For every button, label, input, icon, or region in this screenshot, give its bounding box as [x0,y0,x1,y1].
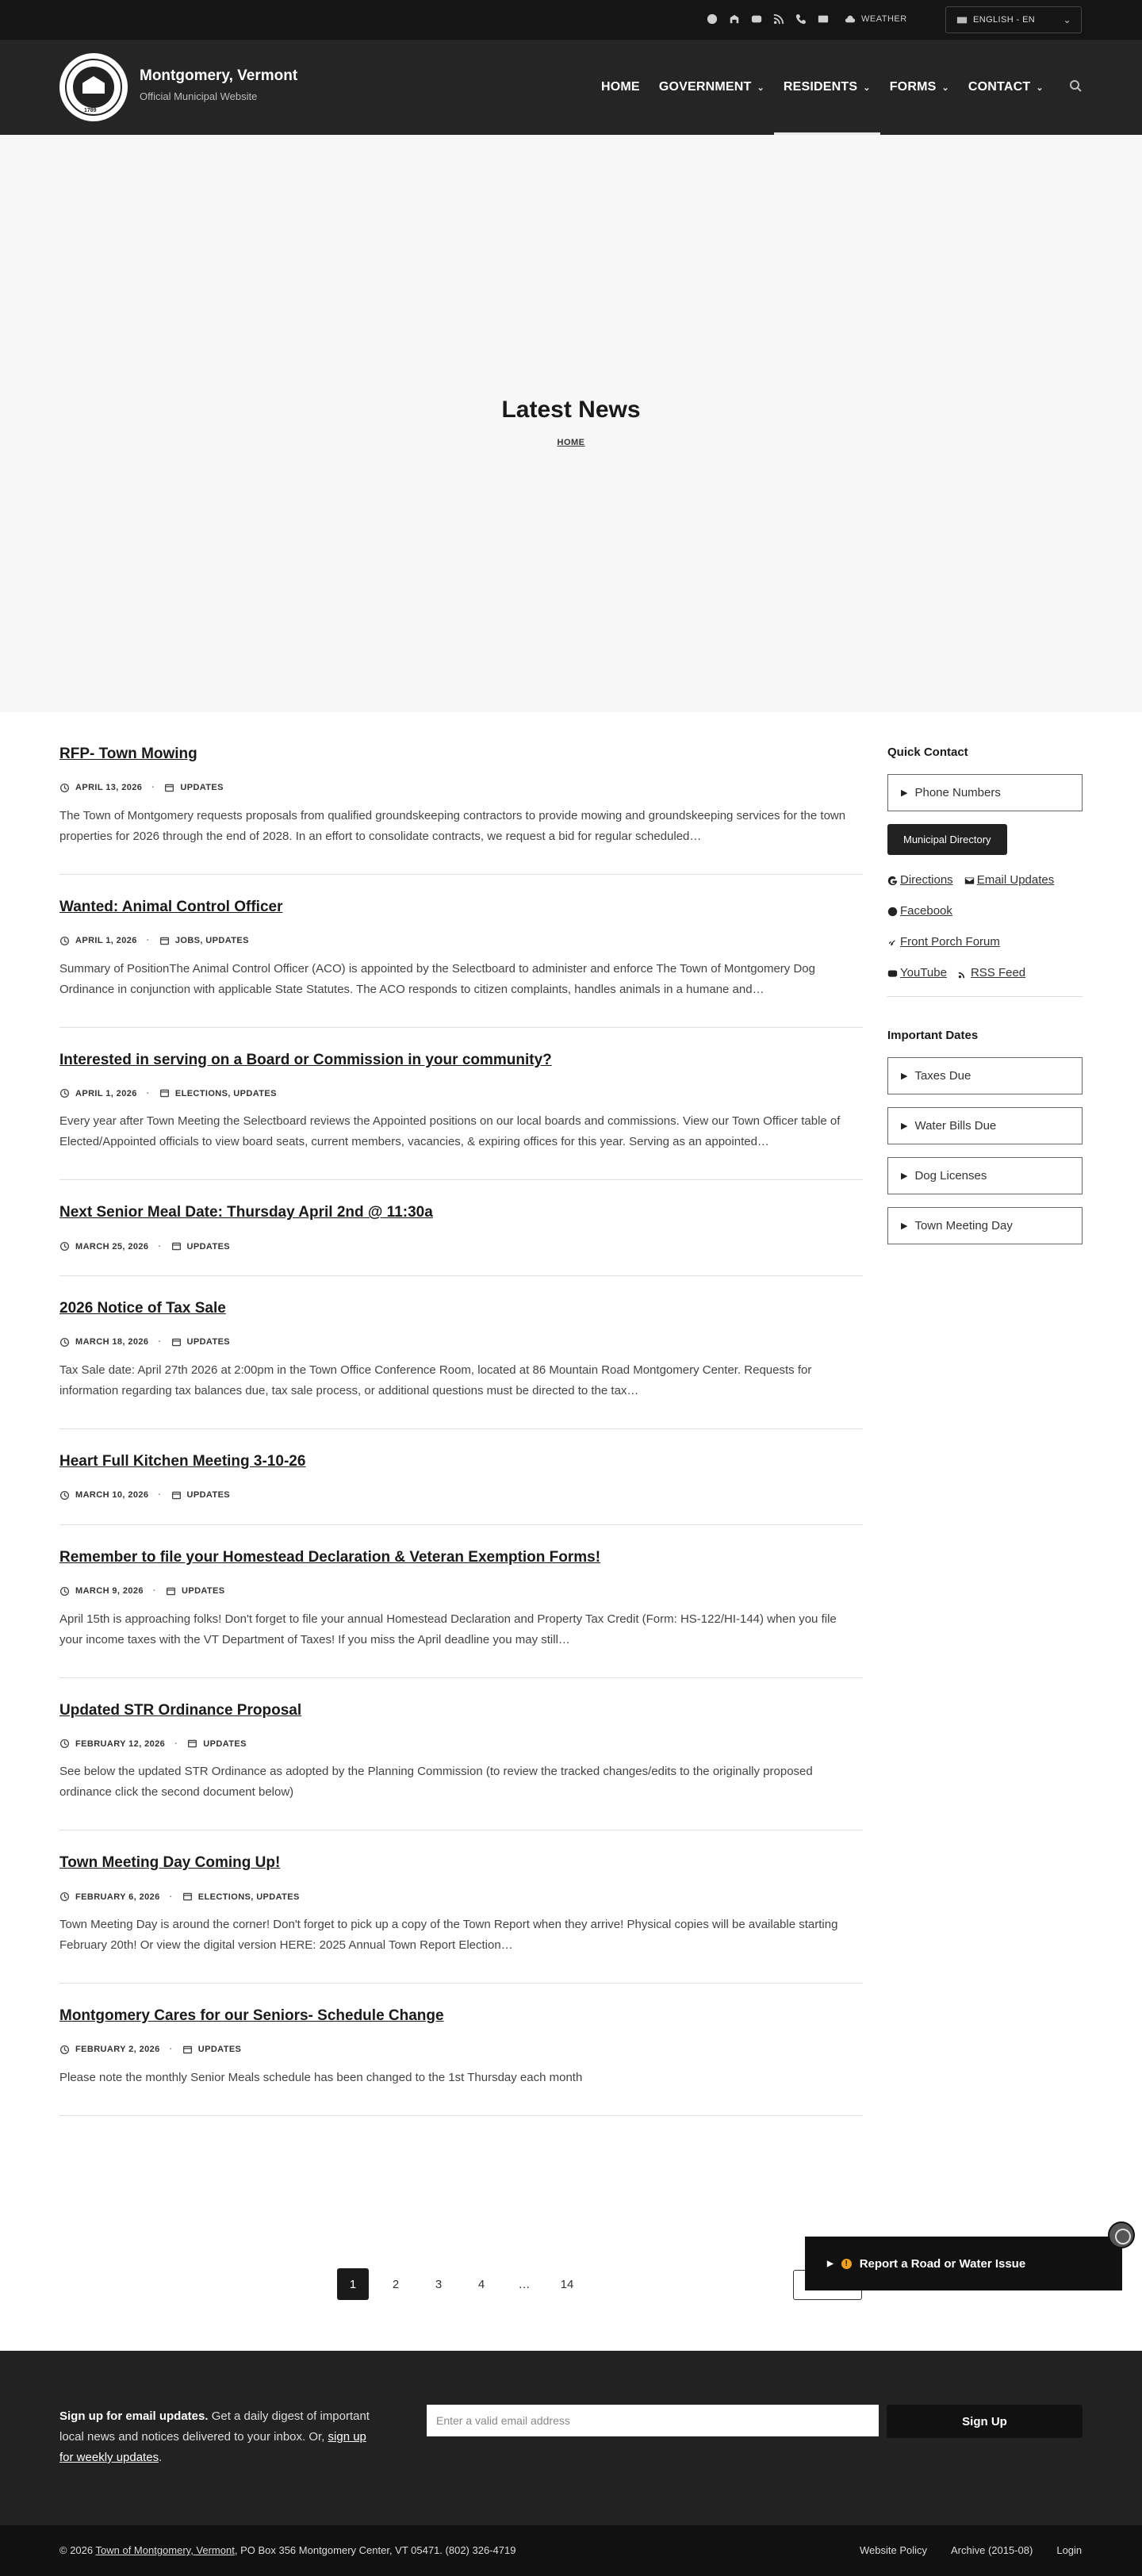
town-seal-logo[interactable] [59,53,128,121]
post-title[interactable]: RFP- Town Mowing [59,746,197,762]
post-meta: MARCH 9, 2026 · UPDATES [59,1586,863,1597]
clock-icon [59,1490,70,1501]
post-meta: MARCH 10, 2026 · UPDATES [59,1490,863,1501]
post-categories[interactable]: UPDATES [203,1738,247,1749]
clock-icon [59,1337,70,1347]
post-meta: FEBRUARY 12, 2026 · UPDATES [59,1738,863,1749]
post-meta: MARCH 18, 2026 · UPDATES [59,1337,863,1347]
phone-numbers-accordion[interactable]: ▶ Phone Numbers [887,774,1083,811]
page-4[interactable]: 4 [477,2277,485,2291]
post-meta: FEBRUARY 2, 2026 · UPDATES [59,2045,863,2055]
post-title[interactable]: Remember to file your Homestead Declaration & Veteran Exemption Forms! [59,1548,601,1566]
sign-up-button[interactable]: Sign Up [887,2405,1083,2438]
facebook-link[interactable]: Facebook [887,903,952,919]
chevron-down-icon: ⌄ [1063,14,1071,25]
clock-icon [59,1892,70,1902]
clock-icon [59,1586,70,1597]
language-label: ENGLISH - EN [973,15,1036,25]
important-dates-title: Important Dates [887,1029,979,1042]
pagination [337,2268,583,2300]
post-meta: APRIL 1, 2026 · ELECTIONS, UPDATES [59,1088,863,1098]
post-title[interactable]: Interested in serving on a Board or Commission in your community? [59,1051,552,1068]
login-link[interactable]: Login [1056,2544,1083,2556]
post-title[interactable]: Updated STR Ordinance Proposal [59,1701,302,1719]
municipal-directory-button[interactable]: Municipal Directory [887,824,1007,855]
facebook-icon[interactable] [706,13,719,25]
list-item [59,1549,863,1678]
page-1[interactable]: 1 [337,2268,369,2300]
post-title[interactable]: Town Meeting Day Coming Up! [59,1854,281,1872]
post-categories[interactable]: UPDATES [180,783,224,793]
post-date: MARCH 10, 2026 [75,1490,149,1501]
nav-forms[interactable]: FORMS ⌄ [889,80,949,94]
list-item [59,1854,863,1984]
post-excerpt: Town Meeting Day is around the corner! Don't forget to pick up a copy of the Town Report when they arrive! Physical copies will be available starting February 20th! Or view the digital version HERE: 2025 Annual Town Report Election… [59,1918,838,1953]
top-bar [0,0,1142,40]
rss-feed-link[interactable]: RSS Feed [958,965,1025,981]
post-categories[interactable]: UPDATES [181,1586,225,1597]
post-date: FEBRUARY 2, 2026 [75,2045,160,2055]
youtube-icon[interactable] [750,13,763,25]
report-issue-button[interactable] [805,2237,1122,2290]
site-footer [0,2525,1142,2576]
clock-icon [59,1738,70,1749]
post-meta: MARCH 25, 2026 · UPDATES [59,1241,863,1252]
page-ellipsis: … [518,2277,531,2291]
link-icon [887,937,898,948]
page-3[interactable]: 3 [435,2277,443,2291]
copyright: © 2026 Town of Montgomery, Vermont, PO Box 356 Montgomery Center, VT 05471. (802) 326-4719 [59,2544,516,2556]
post-categories[interactable]: ELECTIONS, UPDATES [197,1892,300,1902]
footer-links [860,2544,1082,2556]
phone-icon[interactable] [795,13,807,25]
email-icon [964,876,975,886]
chevron-down-icon: ⌄ [757,82,765,93]
email-input[interactable] [427,2405,879,2436]
list-item [59,1453,863,1525]
front-porch-forum-link[interactable]: Front Porch Forum [887,934,1000,950]
facebook-icon [887,907,898,917]
folder-icon [166,1586,176,1597]
post-date: APRIL 1, 2026 [75,936,137,946]
search-icon[interactable] [1069,79,1085,95]
post-categories[interactable]: ELECTIONS, UPDATES [174,1088,277,1098]
list-item [59,2007,863,2116]
youtube-icon [887,968,898,979]
google-icon [887,876,898,886]
main-nav [592,40,1053,135]
date-accordion-0[interactable]: ▶ Taxes Due [887,1057,1083,1094]
email-signup [0,2351,1142,2525]
post-categories[interactable]: UPDATES [186,1337,231,1347]
post-categories[interactable]: UPDATES [186,1490,231,1501]
quick-contact-title: Quick Contact [887,746,968,759]
post-list [59,746,863,2140]
post-excerpt: April 15th is approaching folks! Don't forget to file your annual Homestead Declaration and Property Tax Credit (Form: HS-122/HI-144) when you file your income taxes with the VT Department of Taxes! If you miss the April deadline you may still… [59,1612,837,1646]
date-accordion-1[interactable]: ▶ Water Bills Due [887,1107,1083,1144]
site-subtitle: Official Municipal Website [140,90,258,102]
language-select[interactable] [945,6,1082,33]
triangle-right-icon: ▶ [901,1071,908,1081]
list-item [59,1702,863,1831]
post-date: APRIL 13, 2026 [75,783,143,793]
page-14[interactable]: 14 [560,2277,574,2291]
date-accordion-2[interactable]: ▶ Dog Licenses [887,1157,1083,1194]
sidebar [887,746,1083,1257]
clock-icon [59,1241,70,1252]
report-toggle-icon[interactable] [1108,2221,1135,2248]
page-hero [0,135,1142,712]
email-updates-link[interactable]: Email Updates [964,872,1055,888]
date-accordion-3[interactable]: ▶ Town Meeting Day [887,1207,1083,1244]
post-excerpt: Tax Sale date: April 27th 2026 at 2:00pm in the Town Office Conference Room, located at 86 Mountain Road Montgomery Center. Requests for information regarding tax balances due, tax sale process, or additional questions must be directed to the tax… [59,1363,812,1397]
site-name[interactable]: Montgomery, Vermont [140,67,298,84]
youtube-link[interactable]: YouTube [887,965,947,981]
clock-icon [59,783,70,793]
website-policy-link[interactable]: Website Policy [860,2544,928,2556]
sidebar-divider [887,996,1083,997]
chevron-down-icon: ⌄ [1036,82,1044,93]
report-label: Report a Road or Water Issue [859,2256,1026,2271]
folder-icon [187,1738,197,1749]
rss-icon[interactable] [772,13,785,25]
triangle-right-icon: ▶ [901,1171,908,1181]
triangle-right-icon: ▶ [901,1121,908,1131]
triangle-right-icon: ▶ [901,788,908,798]
post-date: FEBRUARY 6, 2026 [75,1892,160,1902]
list-item [59,746,863,875]
clock-icon [59,2045,70,2055]
signup-text: Sign up for email updates. Get a daily digest of important local news and notices delivered to your inbox. Or, sign up for weekly updates. [59,2409,370,2464]
weather-link[interactable] [844,13,907,25]
list-item [59,1052,863,1181]
post-title[interactable]: Wanted: Animal Control Officer [59,898,283,915]
directions-link[interactable]: Directions [887,872,953,888]
contact-links [887,872,1083,981]
social-icons [706,13,907,25]
list-item [59,1204,863,1276]
post-excerpt: Every year after Town Meeting the Selectboard reviews the Appointed positions on our local boards and commissions. View our Town Officer table of Elected/Appointed officials to view board seats, current members, vacancies, & expiring offices for this year. Serving as an appointed… [59,1114,841,1149]
post-meta: APRIL 1, 2026 · JOBS, UPDATES [59,936,863,946]
flag-icon [956,13,968,26]
folder-icon [159,1088,170,1098]
nav-government[interactable]: GOVERNMENT ⌄ [658,80,765,94]
archive-link[interactable]: Archive (2015-08) [951,2544,1033,2556]
folder-icon [171,1337,182,1347]
post-title[interactable]: 2026 Notice of Tax Sale [59,1300,226,1317]
post-title[interactable]: Montgomery Cares for our Seniors- Schedule Change [59,2007,444,2025]
nav-contact[interactable]: CONTACT ⌄ [968,80,1044,94]
triangle-right-icon: ▶ [827,2259,834,2268]
town-link[interactable]: Town of Montgomery, Vermont [95,2544,235,2556]
list-item [59,1300,863,1429]
post-date: FEBRUARY 12, 2026 [75,1738,166,1749]
clock-icon [59,1088,70,1098]
list-item [59,899,863,1028]
site-header [0,40,1142,135]
folder-icon [182,2045,193,2055]
cloud-icon [844,13,856,25]
nav-home[interactable]: HOME [601,80,640,94]
post-categories[interactable]: UPDATES [197,2045,242,2055]
page-title: Latest News [501,397,641,423]
post-meta: APRIL 13, 2026 · UPDATES [59,783,863,793]
post-categories[interactable]: JOBS, UPDATES [174,936,249,946]
nav-residents[interactable]: RESIDENTS ⌄ [774,40,880,135]
email-icon[interactable] [817,13,830,25]
breadcrumb-home[interactable]: HOME [557,438,585,447]
post-date: APRIL 1, 2026 [75,1088,137,1098]
post-date: MARCH 18, 2026 [75,1337,149,1347]
post-title[interactable]: Heart Full Kitchen Meeting 3-10-26 [59,1452,306,1470]
post-excerpt: See below the updated STR Ordinance as adopted by the Planning Commission (to review the tracked changes/edits to the originally proposed ordinance click the second document below) [59,1765,813,1800]
chevron-down-icon: ⌄ [863,82,871,93]
chevron-down-icon: ⌄ [941,82,949,93]
post-categories[interactable]: UPDATES [186,1241,231,1252]
weekly-updates-link[interactable]: sign up for weekly updates [59,2430,366,2464]
weather-label: WEATHER [861,14,907,24]
rss-icon [958,968,968,979]
front-porch-icon[interactable] [728,13,741,25]
folder-icon [159,936,170,946]
post-date: MARCH 9, 2026 [75,1586,144,1597]
post-title[interactable]: Next Senior Meal Date: Thursday April 2nd @ 11:30a [59,1204,433,1221]
post-date: MARCH 25, 2026 [75,1241,149,1252]
post-excerpt: Please note the monthly Senior Meals schedule has been changed to the 1st Thursday each month [59,2070,583,2084]
page-2[interactable]: 2 [392,2277,400,2291]
triangle-right-icon: ▶ [901,1221,908,1231]
folder-icon [171,1490,182,1501]
folder-icon [171,1241,182,1252]
post-excerpt: Summary of PositionThe Animal Control Officer (ACO) is appointed by the Selectboard to administer and enforce The Town of Montgomery Dog Ordinance in conjunction with applicable State Statutes. The ACO responds to citizen complaints, handles animals in a humane and… [59,961,815,996]
folder-icon [182,1892,193,1902]
clock-icon [59,936,70,946]
post-meta: FEBRUARY 6, 2026 · ELECTIONS, UPDATES [59,1892,863,1902]
post-excerpt: The Town of Montgomery requests proposals from qualified groundskeeping contractors to provide mowing and groundskeeping services for the town properties for 2026 through the end of 2028. In an effort to consolidate contracts, we request a bid for regular scheduled… [59,808,846,843]
warning-icon: ! [841,2259,852,2269]
folder-icon [164,783,174,793]
logo-year: 1789 [84,108,97,113]
